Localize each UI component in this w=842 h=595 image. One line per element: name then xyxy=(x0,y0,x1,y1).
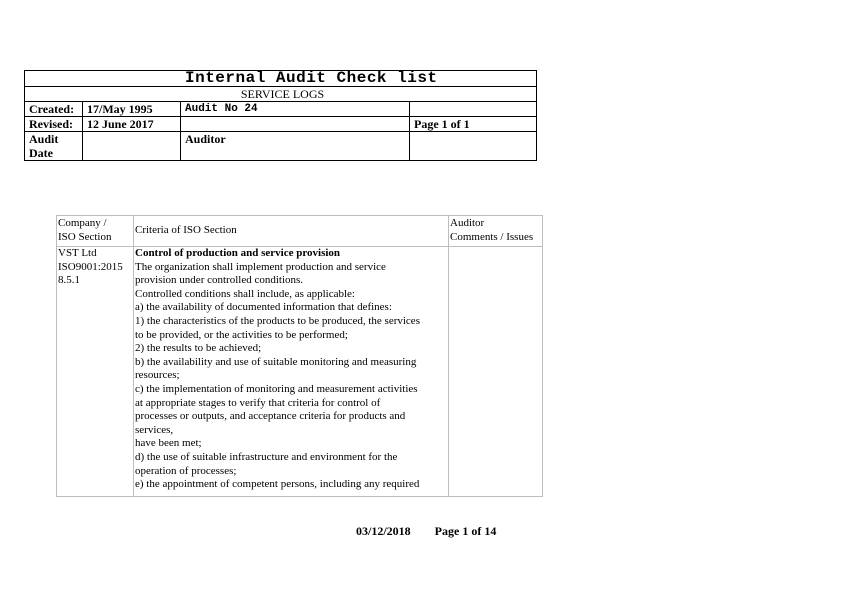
criteria-line: e) the appointment of competent persons, including any required xyxy=(135,478,420,491)
audit-date-label-line1: Audit xyxy=(29,132,59,146)
criteria-line: at appropriate stages to verify that criteria for control of xyxy=(135,396,381,409)
revised-value: 12 June 2017 xyxy=(83,117,181,132)
criteria-line: resources; xyxy=(135,369,180,382)
footer-date: 03/12/2018 xyxy=(356,524,411,538)
auditor-label: Auditor xyxy=(181,132,410,161)
criteria-title: Control of production and service provision xyxy=(135,247,341,259)
col-comments-header-line2: Comments / Issues xyxy=(450,231,534,243)
criteria-line: Controlled conditions shall include, as applicable: xyxy=(135,287,355,300)
criteria-line: provision under controlled conditions. xyxy=(135,274,304,287)
footer-page-number: Page 1 of 14 xyxy=(434,524,497,538)
criteria-line: b) the availability and use of suitable monitoring and measuring xyxy=(135,355,417,368)
col-comments-header-line1: Auditor xyxy=(450,217,485,230)
criteria-line: have been met; xyxy=(135,437,202,450)
criteria-text xyxy=(135,261,448,492)
col-criteria-header: Criteria of ISO Section xyxy=(134,216,449,247)
criteria-table xyxy=(56,215,543,497)
col-company-header-line2: ISO Section xyxy=(58,231,112,243)
auditor-comments-cell[interactable] xyxy=(449,247,543,497)
empty-cell xyxy=(181,117,410,132)
title-spacer xyxy=(25,71,83,87)
audit-date-value xyxy=(83,132,181,161)
company-cell xyxy=(57,247,134,497)
table-row xyxy=(57,247,543,497)
criteria-cell xyxy=(134,247,449,497)
iso-standard: ISO9001:2015 xyxy=(58,260,123,273)
audit-date-label-line2: Date xyxy=(29,146,53,160)
audit-number: Audit No 24 xyxy=(181,102,410,117)
col-comments-header xyxy=(449,216,543,247)
company-name: VST Ltd xyxy=(58,247,97,259)
criteria-line: services, xyxy=(135,423,174,436)
revised-label: Revised: xyxy=(25,117,83,132)
audit-header-table xyxy=(24,70,537,161)
criteria-line: operation of processes; xyxy=(135,464,237,477)
criteria-line: processes or outputs, and acceptance criteria for products and xyxy=(135,410,406,423)
empty-cell xyxy=(410,102,537,117)
iso-section-number: 8.5.1 xyxy=(58,274,80,287)
criteria-line: a) the availability of documented information that defines: xyxy=(135,301,392,314)
criteria-table-header xyxy=(57,216,543,247)
criteria-line: The organization shall implement production and service xyxy=(135,260,386,273)
criteria-line: 1) the characteristics of the products to be produced, the services xyxy=(135,314,420,327)
criteria-line: d) the use of suitable infrastructure and environment for the xyxy=(135,450,398,463)
col-company-header xyxy=(57,216,134,247)
criteria-line: to be provided, or the activities to be performed; xyxy=(135,328,348,341)
created-label: Created: xyxy=(25,102,83,117)
page-footer xyxy=(356,524,496,539)
auditor-value xyxy=(410,132,537,161)
audit-date-label xyxy=(25,132,83,161)
document-title: Internal Audit Check list xyxy=(83,71,537,87)
created-value: 17/May 1995 xyxy=(83,102,181,117)
header-page-number: Page 1 of 1 xyxy=(410,117,537,132)
document-subtitle: SERVICE LOGS xyxy=(25,87,537,102)
criteria-line: c) the implementation of monitoring and measurement activities xyxy=(135,382,418,395)
criteria-line: 2) the results to be achieved; xyxy=(135,342,262,355)
col-company-header-line1: Company / xyxy=(58,217,107,230)
